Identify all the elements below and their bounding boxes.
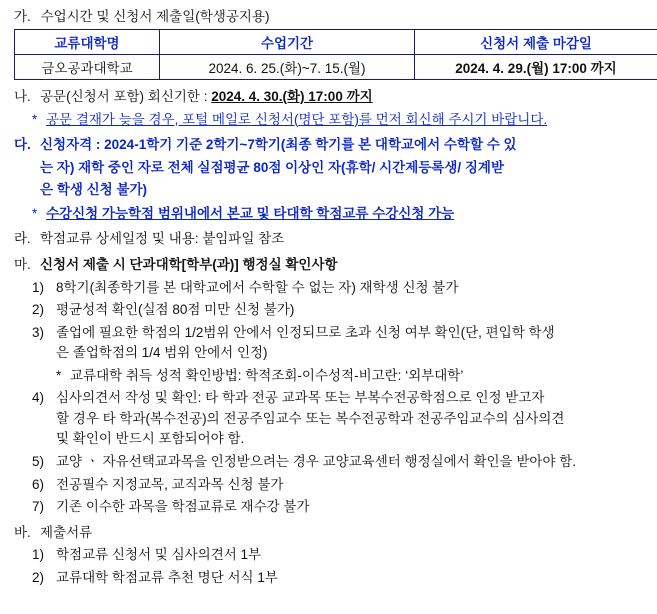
document-body <box>14 87 657 587</box>
section-e-item-3-note <box>56 366 657 386</box>
section-d-marker: 라. <box>14 229 40 249</box>
section-c-text-line1: 신청자격 : 2024-1학기 기준 2학기~7학기(최종 학기를 본 대학교에서 수학할 수 있 <box>40 135 657 155</box>
section-e-item-5-number: 5) <box>32 452 56 472</box>
section-b-deadline: 2024. 4. 30.(화) 17:00 까지 <box>211 89 372 104</box>
section-e-item-3-text-line2: 은 졸업학점의 1/4 범위 안에서 인정) <box>56 343 657 363</box>
section-b-content <box>40 87 657 107</box>
section-e-item-1-text: 8학기(최종학기를 본 대학교에서 수학할 수 없는 자) 재학생 신청 불가 <box>56 278 657 298</box>
section-e-item-4-text-line2: 할 경우 타 학과(복수전공)의 전공주임교수 또는 복수전공학과 전공주임교수의 심사의견 <box>56 409 657 429</box>
section-e-item-2-text: 평균성적 확인(실점 80점 미만 신청 불가) <box>56 300 657 320</box>
section-e-item-7-text: 기존 이수한 과목을 학점교류로 재수강 불가 <box>56 497 657 517</box>
section-f-item-2 <box>32 568 657 588</box>
section-f-heading <box>14 523 657 543</box>
section-e-item-3-note-text: 교류대학 취득 성적 확인방법: 학적조회-이수성적-비고란: ‘외부대학’ <box>70 366 657 386</box>
section-e-item-1 <box>32 278 657 298</box>
section-f-item-1-number: 1) <box>32 545 56 565</box>
section-c-line1 <box>14 135 657 155</box>
section-c-line3 <box>40 180 657 200</box>
section-e-item-3-number: 3) <box>32 323 56 343</box>
section-b-note-text: 공문 결재가 늦을 경우, 포털 메일로 신청서(명단 포함)를 먼저 회신해 주시기 바랍니다. <box>46 110 657 130</box>
table-row <box>15 55 657 80</box>
section-e-item-3-cont <box>56 343 657 363</box>
section-c-marker: 다. <box>14 135 40 155</box>
section-f-item-2-text: 교류대학 학점교류 추천 명단 서식 1부 <box>56 568 657 588</box>
section-e-item-6 <box>32 475 657 495</box>
table-header-row <box>15 30 657 55</box>
section-e-item-4 <box>32 388 657 408</box>
section-e-item-7-number: 7) <box>32 497 56 517</box>
schedule-table <box>14 29 657 80</box>
section-f-item-2-number: 2) <box>32 568 56 588</box>
section-e-item-3 <box>32 323 657 343</box>
section-f-item-1-text: 학점교류 신청서 및 심사의견서 1부 <box>56 545 657 565</box>
section-a-title: 수업시간 및 신청서 제출일(학생공지용) <box>41 9 270 24</box>
section-b <box>14 87 657 107</box>
cell-deadline: 2024. 4. 29.(월) 17:00 까지 <box>415 55 657 80</box>
section-a-heading <box>14 5 657 25</box>
section-e-item-4-number: 4) <box>32 388 56 408</box>
section-b-text: 공문(신청서 포함) 회신기한 : <box>40 89 211 104</box>
section-b-note-marker: * <box>32 110 46 130</box>
cell-class-period: 2024. 6. 25.(화)~7. 15.(월) <box>160 55 415 80</box>
section-e-title: 신청서 제출 시 단과대학[학부(과)] 행정실 확인사항 <box>40 255 657 275</box>
cell-university: 금오공과대학교 <box>15 55 160 80</box>
section-e-item-1-number: 1) <box>32 278 56 298</box>
section-e-item-2 <box>32 300 657 320</box>
section-e-item-4-text-line3: 및 확인이 반드시 포함되어야 함. <box>56 429 657 449</box>
section-e-item-4-text-line1: 심사의견서 작성 및 확인: 타 학과 전공 교과목 또는 부복수전공학점으로 인정 받고자 <box>56 388 657 408</box>
section-c-text-line3: 은 학생 신청 불가) <box>40 180 657 200</box>
section-d <box>14 229 657 249</box>
table-header-deadline: 신청서 제출 마감일 <box>415 30 657 55</box>
section-e-item-5-text: 교양 ㆍ 자유선택교과목을 인정받으려는 경우 교양교육센터 행정실에서 확인을 받아야 함. <box>56 452 657 472</box>
section-e-item-6-text: 전공필수 지정교목, 교직과목 신청 불가 <box>56 475 657 495</box>
section-f-marker: 바. <box>14 523 40 543</box>
section-e-item-6-number: 6) <box>32 475 56 495</box>
section-e-item-3-note-marker: * <box>56 366 70 386</box>
section-e-item-2-number: 2) <box>32 300 56 320</box>
section-a-marker: 가. <box>14 9 31 24</box>
section-c-note-marker: * <box>32 204 46 224</box>
section-c-note-text: 수강신청 가능학점 범위내에서 본교 및 타대학 학점교류 수강신청 가능 <box>46 204 657 224</box>
section-c-line2 <box>40 158 657 178</box>
section-e-item-4-cont2 <box>56 429 657 449</box>
section-e-marker: 마. <box>14 255 40 275</box>
section-e-item-4-cont1 <box>56 409 657 429</box>
section-e-item-3-text-line1: 졸업에 필요한 학점의 1/2범위 안에서 인정되므로 초과 신청 여부 확인(단, 편입학 학생 <box>56 323 657 343</box>
section-e-item-7 <box>32 497 657 517</box>
section-c-text-line2: 는 자) 재학 중인 자로 전체 실점평균 80점 이상인 자(휴학/ 시간제등록생/ 징계받 <box>40 158 657 178</box>
section-b-note <box>32 110 657 130</box>
section-c-note <box>32 204 657 224</box>
table-header-class-period: 수업기간 <box>160 30 415 55</box>
section-d-text: 학점교류 상세일정 및 내용: 붙임파일 참조 <box>40 229 657 249</box>
section-e-heading <box>14 255 657 275</box>
section-f-title: 제출서류 <box>40 523 657 543</box>
section-b-marker: 나. <box>14 87 40 107</box>
section-e-item-5 <box>32 452 657 472</box>
section-f-item-1 <box>32 545 657 565</box>
document-page <box>0 5 657 614</box>
table-header-university: 교류대학명 <box>15 30 160 55</box>
